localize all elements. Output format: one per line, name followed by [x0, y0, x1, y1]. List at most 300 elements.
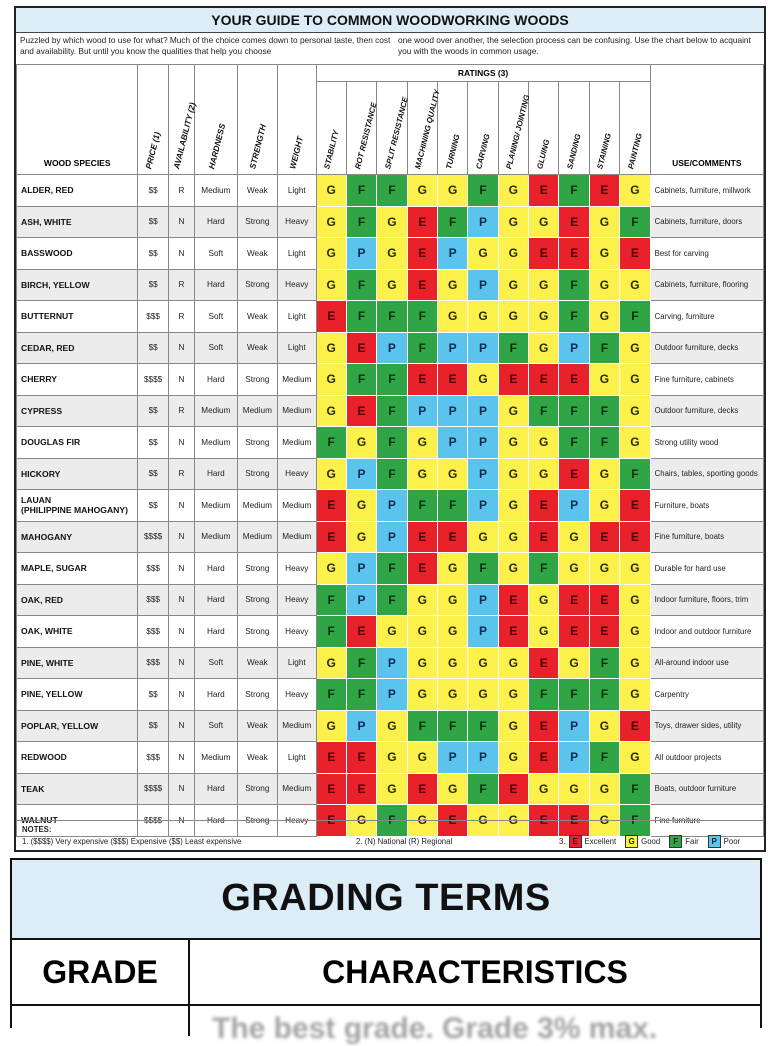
rating-cell: F [559, 301, 589, 333]
header-rating-6-label: PLANING/ JOINTING [504, 93, 532, 170]
header-rating-3-label: MACHINING QUALITY [413, 88, 442, 170]
grading-title: GRADING TERMS [221, 877, 551, 919]
table-row [17, 269, 764, 301]
rating-cell: F [468, 553, 498, 585]
rating-cell: E [498, 364, 528, 396]
availability-cell: R [168, 458, 194, 490]
rating-cell: F [559, 175, 589, 207]
availability-cell: N [168, 238, 194, 270]
header-rating-4-label: TURNING [443, 133, 462, 170]
hardness-cell: Medium [195, 395, 238, 427]
rating-cell: E [346, 332, 376, 364]
rating-cell: E [559, 206, 589, 238]
availability-cell: N [168, 427, 194, 459]
header-rating-3-wrap [408, 82, 442, 174]
grading-grade-cell [12, 1006, 190, 1036]
species-name: ALDER, RED [17, 175, 138, 207]
rating-cell: G [407, 679, 437, 711]
weight-cell: Light [278, 301, 316, 333]
legend-label-excellent: Excellent [584, 837, 617, 846]
header-rating-2-wrap [377, 82, 410, 174]
rating-cell: P [437, 332, 467, 364]
rating-cell: G [316, 364, 346, 396]
rating-cell: G [620, 616, 651, 648]
price-cell: $$ [138, 238, 168, 270]
table-row [17, 553, 764, 585]
note-price: 1. ($$$$) Very expensive ($$$) Expensive ($$) Least expensive [22, 837, 242, 846]
weight-cell: Medium [278, 773, 316, 805]
header-strength [237, 65, 277, 175]
rating-cell: G [498, 553, 528, 585]
rating-cell: E [559, 805, 589, 837]
rating-cell: F [589, 679, 619, 711]
strength-cell: Medium [237, 395, 277, 427]
header-price [138, 65, 168, 175]
rating-cell: P [346, 710, 376, 742]
rating-cell: G [437, 553, 467, 585]
rating-cell: P [559, 742, 589, 774]
rating-cell: G [589, 364, 619, 396]
header-strength-wrap [238, 66, 277, 174]
availability-cell: N [168, 521, 194, 553]
price-cell: $$$ [138, 616, 168, 648]
rating-cell: G [346, 427, 376, 459]
use-comments-cell: Durable for hard use [650, 553, 763, 585]
rating-cell: G [529, 773, 559, 805]
weight-cell: Medium [278, 521, 316, 553]
strength-cell: Strong [237, 679, 277, 711]
rating-cell: E [346, 773, 376, 805]
availability-cell: R [168, 301, 194, 333]
price-cell: $$ [138, 206, 168, 238]
rating-cell: F [589, 332, 619, 364]
header-rating-5-wrap [468, 82, 497, 174]
rating-cell: G [316, 332, 346, 364]
rating-cell: G [498, 458, 528, 490]
rating-cell: G [589, 553, 619, 585]
rating-cell: G [589, 269, 619, 301]
rating-cell: P [346, 553, 376, 585]
rating-cell: F [377, 584, 407, 616]
rating-cell: G [589, 805, 619, 837]
price-cell: $$$ [138, 301, 168, 333]
rating-cell: G [437, 584, 467, 616]
weight-cell: Light [278, 238, 316, 270]
header-rating-9-label: STAINING [595, 132, 614, 170]
hardness-cell: Hard [195, 616, 238, 648]
table-row [17, 395, 764, 427]
rating-cell: P [437, 742, 467, 774]
use-comments-cell: Cabinets, furniture, doors [650, 206, 763, 238]
rating-cell: F [589, 647, 619, 679]
header-rating-5 [468, 82, 498, 175]
species-name: MAHOGANY [17, 521, 138, 553]
species-name: BUTTERNUT [17, 301, 138, 333]
rating-cell: F [620, 773, 651, 805]
availability-cell: N [168, 584, 194, 616]
rating-cell: E [620, 238, 651, 270]
price-cell: $$ [138, 395, 168, 427]
rating-cell: G [316, 710, 346, 742]
header-rating-6 [498, 82, 532, 175]
rating-cell: E [437, 364, 467, 396]
price-cell: $$$$ [138, 364, 168, 396]
rating-cell: E [346, 395, 376, 427]
species-name: PINE, WHITE [17, 647, 138, 679]
rating-cell: F [377, 427, 407, 459]
rating-cell: G [529, 458, 559, 490]
rating-cell: G [316, 206, 346, 238]
rating-cell: F [316, 584, 346, 616]
rating-cell: G [559, 521, 589, 553]
rating-cell: G [529, 269, 559, 301]
hardness-cell: Soft [195, 710, 238, 742]
rating-cell: G [529, 427, 559, 459]
hardness-cell: Soft [195, 332, 238, 364]
rating-cell: F [407, 301, 437, 333]
availability-cell: N [168, 490, 194, 522]
rating-cell: E [529, 521, 559, 553]
header-rating-6-wrap [499, 82, 532, 174]
species-name: LAUAN (PHILIPPINE MAHOGANY) [17, 490, 138, 522]
characteristics-column-header: CHARACTERISTICS [322, 954, 628, 990]
table-row [17, 364, 764, 396]
rating-cell: G [377, 773, 407, 805]
rating-cell: G [346, 490, 376, 522]
rating-cell: F [529, 553, 559, 585]
rating-cell: P [407, 395, 437, 427]
table-row [17, 206, 764, 238]
strength-cell: Strong [237, 458, 277, 490]
price-cell: $$ [138, 332, 168, 364]
rating-cell: P [468, 395, 498, 427]
header-rating-0-label: STABILITY [322, 129, 341, 170]
price-cell: $$ [138, 175, 168, 207]
hardness-cell: Hard [195, 679, 238, 711]
legend-chip-excellent: E [569, 835, 582, 848]
rating-cell: F [377, 175, 407, 207]
rating-cell: E [529, 805, 559, 837]
rating-cell: F [316, 679, 346, 711]
rating-cell: P [377, 490, 407, 522]
rating-cell: F [346, 679, 376, 711]
species-name: HICKORY [17, 458, 138, 490]
species-name: DOUGLAS FIR [17, 427, 138, 459]
rating-cell: E [529, 364, 559, 396]
header-rating-7 [529, 82, 559, 175]
price-cell: $$$ [138, 553, 168, 585]
header-rating-10-wrap [620, 82, 650, 174]
strength-cell: Weak [237, 301, 277, 333]
rating-cell: G [620, 679, 651, 711]
rating-cell: E [529, 175, 559, 207]
rating-cell: P [468, 269, 498, 301]
header-row-ratings [17, 65, 764, 82]
weight-cell: Heavy [278, 206, 316, 238]
hardness-cell: Hard [195, 584, 238, 616]
rating-cell: G [589, 710, 619, 742]
rating-cell: G [589, 206, 619, 238]
weight-cell: Heavy [278, 679, 316, 711]
rating-cell: E [407, 206, 437, 238]
species-name: ASH, WHITE [17, 206, 138, 238]
rating-cell: G [529, 332, 559, 364]
rating-cell: G [559, 553, 589, 585]
header-weight-label: WEIGHT [287, 134, 305, 170]
price-cell: $$$$ [138, 805, 168, 837]
rating-cell: P [346, 238, 376, 270]
weight-cell: Heavy [278, 458, 316, 490]
rating-cell: P [346, 584, 376, 616]
rating-cell: G [437, 458, 467, 490]
rating-cell: F [589, 742, 619, 774]
price-cell: $$$ [138, 647, 168, 679]
rating-cell: G [589, 458, 619, 490]
availability-cell: N [168, 364, 194, 396]
rating-cell: F [407, 710, 437, 742]
rating-cell: F [377, 805, 407, 837]
strength-cell: Weak [237, 742, 277, 774]
header-rating-7-label: GLUING [534, 138, 552, 170]
grading-characteristics-cell: The best grade. Grade 3% max. [212, 1012, 658, 1045]
note-ratings-prefix: 3. [559, 837, 566, 846]
rating-cell: E [529, 490, 559, 522]
availability-cell: N [168, 206, 194, 238]
header-rating-2 [377, 82, 410, 175]
price-cell: $$ [138, 490, 168, 522]
use-comments-cell: Furniture, boats [650, 490, 763, 522]
weight-cell: Medium [278, 395, 316, 427]
rating-cell: F [559, 395, 589, 427]
use-comments-cell: Best for carving [650, 238, 763, 270]
rating-cell: E [498, 616, 528, 648]
rating-cell: G [620, 427, 651, 459]
weight-cell: Medium [278, 427, 316, 459]
rating-cell: G [437, 175, 467, 207]
use-comments-cell: Toys, drawer sides, utility [650, 710, 763, 742]
use-comments-cell: Outdoor furniture, decks [650, 395, 763, 427]
header-rating-1-wrap [347, 82, 379, 174]
strength-cell: Strong [237, 269, 277, 301]
use-comments-cell: Cabinets, furniture, millwork [650, 175, 763, 207]
species-name: BASSWOOD [17, 238, 138, 270]
availability-cell: N [168, 332, 194, 364]
header-rating-9-wrap [590, 82, 619, 174]
header-rating-2-label: SPLIT RESISTANCE [383, 96, 410, 170]
rating-cell: E [346, 742, 376, 774]
use-comments-cell: Fine furniture, boats [650, 521, 763, 553]
rating-cell: G [437, 679, 467, 711]
rating-cell: E [407, 521, 437, 553]
rating-cell: G [620, 332, 651, 364]
rating-cell: P [468, 206, 498, 238]
rating-cell: G [316, 395, 346, 427]
use-comments-cell: Indoor and outdoor furniture [650, 616, 763, 648]
availability-cell: N [168, 773, 194, 805]
strength-cell: Strong [237, 427, 277, 459]
header-weight-wrap [278, 66, 315, 174]
table-row [17, 332, 764, 364]
weight-cell: Heavy [278, 616, 316, 648]
availability-cell: N [168, 616, 194, 648]
rating-cell: F [589, 427, 619, 459]
hardness-cell: Medium [195, 742, 238, 774]
header-rating-5-label: CARVING [474, 132, 492, 170]
species-name: OAK, WHITE [17, 616, 138, 648]
species-name: CHERRY [17, 364, 138, 396]
use-comments-cell: Fine furniture [650, 805, 763, 837]
rating-cell: G [620, 269, 651, 301]
legend-label-fair: Fair [685, 837, 699, 846]
rating-cell: F [377, 395, 407, 427]
weight-cell: Medium [278, 490, 316, 522]
weight-cell: Light [278, 332, 316, 364]
rating-cell: G [620, 395, 651, 427]
table-row [17, 742, 764, 774]
rating-cell: F [437, 490, 467, 522]
rating-cell: G [468, 238, 498, 270]
strength-cell: Strong [237, 773, 277, 805]
table-row [17, 647, 764, 679]
rating-cell: E [620, 710, 651, 742]
rating-cell: F [346, 269, 376, 301]
rating-cell: E [407, 364, 437, 396]
strength-cell: Weak [237, 175, 277, 207]
rating-cell: G [620, 553, 651, 585]
header-ratings: RATINGS (3) [316, 65, 650, 82]
header-rating-8-label: SANDING [565, 132, 583, 170]
table-row [17, 458, 764, 490]
legend-chip-good: G [625, 835, 638, 848]
rating-cell: E [529, 742, 559, 774]
rating-cell: P [559, 490, 589, 522]
note-ratings-legend [559, 835, 746, 848]
rating-cell: G [316, 238, 346, 270]
header-rating-1 [346, 82, 379, 175]
weight-cell: Heavy [278, 553, 316, 585]
strength-cell: Weak [237, 332, 277, 364]
rating-cell: P [559, 710, 589, 742]
rating-cell: G [498, 490, 528, 522]
table-row [17, 175, 764, 207]
rating-cell: P [468, 742, 498, 774]
rating-cell: F [346, 364, 376, 396]
header-rating-8 [559, 82, 589, 175]
rating-cell: P [468, 490, 498, 522]
hardness-cell: Hard [195, 458, 238, 490]
rating-cell: E [559, 364, 589, 396]
strength-cell: Strong [237, 553, 277, 585]
rating-cell: G [407, 647, 437, 679]
hardness-cell: Hard [195, 364, 238, 396]
rating-cell: E [498, 773, 528, 805]
rating-cell: G [377, 206, 407, 238]
use-comments-cell: Indoor furniture, floors, trim [650, 584, 763, 616]
rating-cell: E [529, 647, 559, 679]
species-name: BIRCH, YELLOW [17, 269, 138, 301]
species-name: REDWOOD [17, 742, 138, 774]
rating-cell: P [468, 332, 498, 364]
weight-cell: Heavy [278, 805, 316, 837]
rating-cell: E [407, 773, 437, 805]
table-row [17, 584, 764, 616]
rating-cell: G [529, 584, 559, 616]
use-comments-cell: Outdoor furniture, decks [650, 332, 763, 364]
header-rating-0-wrap [317, 82, 346, 174]
rating-cell: E [407, 553, 437, 585]
weight-cell: Medium [278, 364, 316, 396]
rating-cell: G [498, 301, 528, 333]
rating-cell: F [559, 269, 589, 301]
rating-cell: G [316, 175, 346, 207]
strength-cell: Weak [237, 238, 277, 270]
weight-cell: Heavy [278, 584, 316, 616]
hardness-cell: Medium [195, 175, 238, 207]
rating-cell: F [346, 301, 376, 333]
rating-cell: G [498, 427, 528, 459]
rating-cell: G [498, 805, 528, 837]
rating-cell: G [498, 206, 528, 238]
availability-cell: N [168, 679, 194, 711]
rating-cell: G [498, 238, 528, 270]
rating-cell: G [498, 521, 528, 553]
rating-cell: P [437, 395, 467, 427]
rating-cell: G [620, 175, 651, 207]
rating-cell: P [468, 584, 498, 616]
header-strength-label: STRENGTH [247, 122, 269, 170]
rating-cell: F [437, 206, 467, 238]
rating-cell: F [620, 458, 651, 490]
rating-cell: F [620, 206, 651, 238]
rating-cell: E [316, 301, 346, 333]
rating-cell: E [346, 616, 376, 648]
header-wood-species: WOOD SPECIES [17, 65, 138, 175]
rating-cell: E [316, 742, 346, 774]
rating-cell: P [377, 332, 407, 364]
header-rating-9 [589, 82, 619, 175]
use-comments-cell: Carving, furniture [650, 301, 763, 333]
rating-cell: P [437, 427, 467, 459]
rating-cell: G [498, 710, 528, 742]
strength-cell: Weak [237, 647, 277, 679]
rating-cell: G [407, 742, 437, 774]
rating-cell: F [316, 427, 346, 459]
species-name: TEAK [17, 773, 138, 805]
table-row [17, 679, 764, 711]
header-availability-wrap [169, 66, 198, 174]
weight-cell: Heavy [278, 269, 316, 301]
rating-cell: P [468, 427, 498, 459]
header-weight [278, 65, 316, 175]
rating-cell: G [468, 364, 498, 396]
rating-cell: F [559, 427, 589, 459]
rating-cell: G [377, 269, 407, 301]
rating-cell: E [407, 238, 437, 270]
rating-cell: F [377, 301, 407, 333]
rating-cell: E [589, 584, 619, 616]
rating-cell: G [468, 679, 498, 711]
rating-cell: G [437, 773, 467, 805]
header-availability-label: AVAILABILITY (2) [171, 100, 198, 170]
rating-cell: G [407, 805, 437, 837]
header-rating-7-wrap [529, 82, 558, 174]
header-hardness [195, 65, 238, 175]
availability-cell: R [168, 269, 194, 301]
header-rating-1-label: ROT RESISTANCE [352, 101, 379, 170]
header-rating-4-wrap [438, 82, 467, 174]
rating-cell: G [529, 206, 559, 238]
rating-cell: F [346, 175, 376, 207]
